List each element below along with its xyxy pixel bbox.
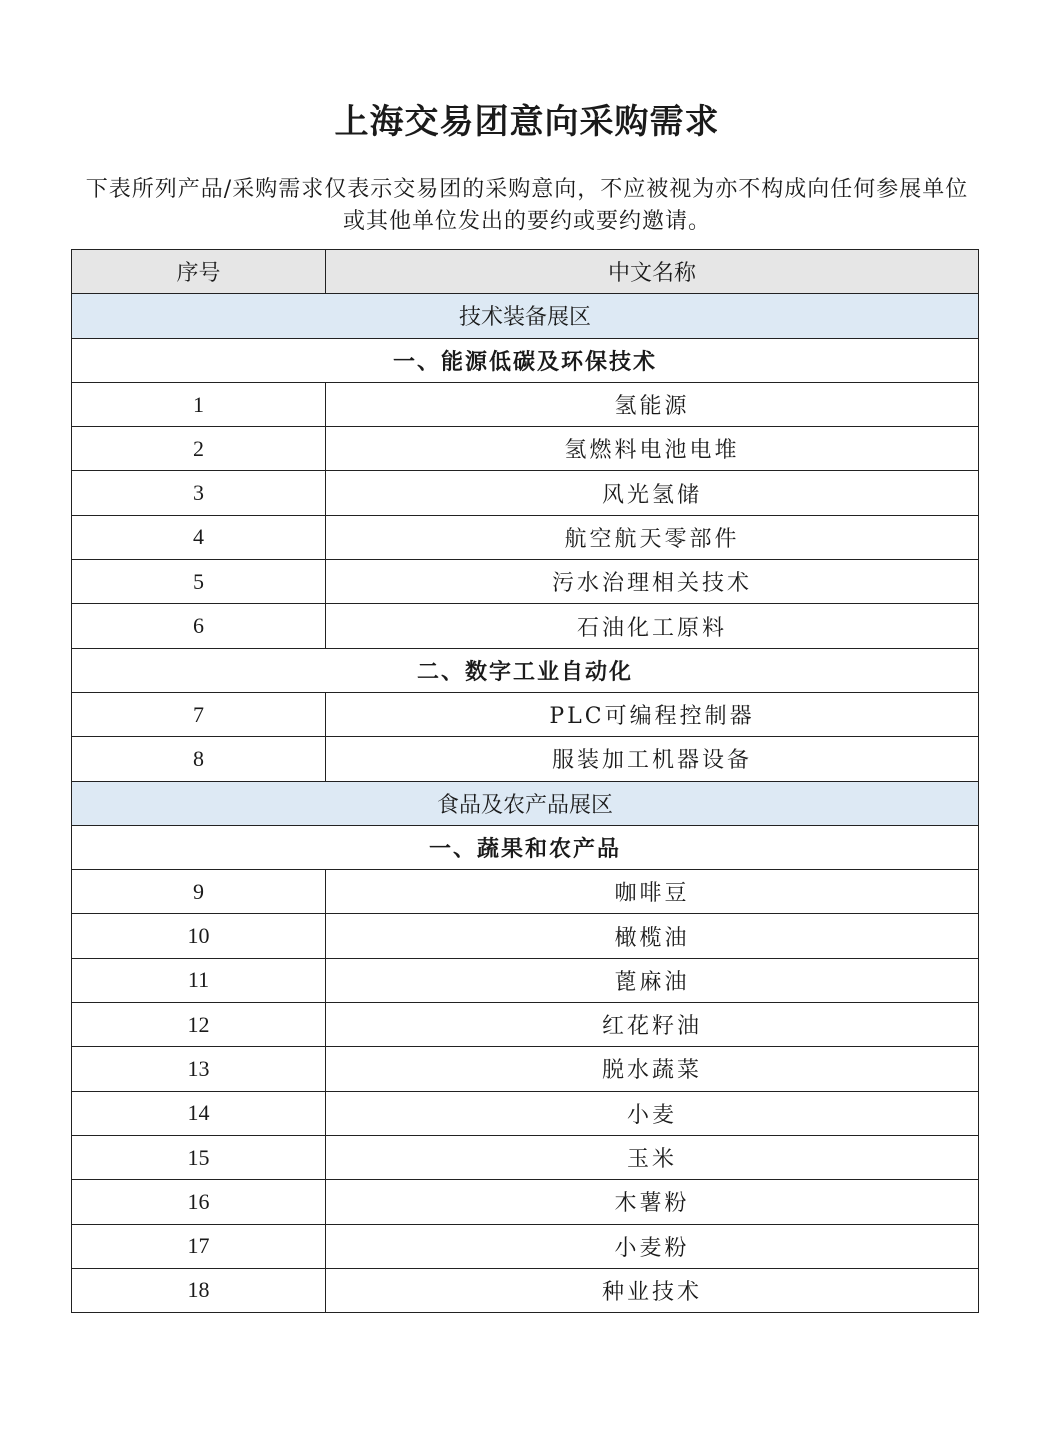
row-number: 14 <box>72 1091 326 1135</box>
table-row <box>72 1268 979 1312</box>
table-row <box>72 870 979 914</box>
row-name: 污水治理相关技术 <box>326 560 979 604</box>
row-number: 4 <box>72 515 326 559</box>
category-label: 一、蔬果和农产品 <box>72 825 979 869</box>
header-number: 序号 <box>72 250 326 294</box>
table-row <box>72 958 979 1002</box>
category-label: 二、数字工业自动化 <box>72 648 979 692</box>
table-row <box>72 737 979 781</box>
row-number: 6 <box>72 604 326 648</box>
category-label: 一、能源低碳及环保技术 <box>72 338 979 382</box>
page-title: 上海交易团意向采购需求 <box>334 102 720 142</box>
zone-label: 食品及农产品展区 <box>72 781 979 825</box>
row-number: 11 <box>72 958 326 1002</box>
category-row-energy <box>72 338 979 382</box>
row-name: 咖啡豆 <box>326 870 979 914</box>
row-name: 玉米 <box>326 1135 979 1179</box>
row-name: 氢燃料电池电堆 <box>326 427 979 471</box>
row-name: 橄榄油 <box>326 914 979 958</box>
intro-paragraph: 下表所列产品/采购需求仅表示交易团的采购意向，不应被视为亦不构成向任何参展单位或其他单位发出的要约或要约邀请。 <box>85 177 969 234</box>
row-number: 10 <box>72 914 326 958</box>
row-number: 17 <box>72 1224 326 1268</box>
row-name: 种业技术 <box>326 1268 979 1312</box>
table-row <box>72 1224 979 1268</box>
zone-row-tech-equipment <box>72 294 979 338</box>
row-name: 小麦粉 <box>326 1224 979 1268</box>
table-row <box>72 604 979 648</box>
row-name: 石油化工原料 <box>326 604 979 648</box>
row-name: 蓖麻油 <box>326 958 979 1002</box>
table-row <box>72 382 979 426</box>
table-header-row <box>72 250 979 294</box>
zone-label: 技术装备展区 <box>72 294 979 338</box>
table-row <box>72 560 979 604</box>
header-name: 中文名称 <box>326 250 979 294</box>
table-row <box>72 1047 979 1091</box>
row-number: 12 <box>72 1003 326 1047</box>
procurement-table <box>71 249 979 1313</box>
table-row <box>72 1180 979 1224</box>
table-row <box>72 1135 979 1179</box>
row-name: 风光氢储 <box>326 471 979 515</box>
row-number: 9 <box>72 870 326 914</box>
category-row-produce <box>72 825 979 869</box>
table-row <box>72 515 979 559</box>
row-name: 服装加工机器设备 <box>326 737 979 781</box>
table-row <box>72 1091 979 1135</box>
table-row <box>72 471 979 515</box>
table-row <box>72 914 979 958</box>
row-number: 16 <box>72 1180 326 1224</box>
row-number: 5 <box>72 560 326 604</box>
row-name: 木薯粉 <box>326 1180 979 1224</box>
row-name: 小麦 <box>326 1091 979 1135</box>
row-name: 氢能源 <box>326 382 979 426</box>
row-name: 脱水蔬菜 <box>326 1047 979 1091</box>
row-name: 红花籽油 <box>326 1003 979 1047</box>
row-number: 13 <box>72 1047 326 1091</box>
row-number: 7 <box>72 692 326 736</box>
zone-row-food-agri <box>72 781 979 825</box>
row-number: 15 <box>72 1135 326 1179</box>
row-number: 3 <box>72 471 326 515</box>
table-row <box>72 427 979 471</box>
row-name: PLC可编程控制器 <box>326 692 979 736</box>
row-number: 2 <box>72 427 326 471</box>
table-row <box>72 692 979 736</box>
row-number: 8 <box>72 737 326 781</box>
category-row-digital-automation <box>72 648 979 692</box>
table-row <box>72 1003 979 1047</box>
row-number: 1 <box>72 382 326 426</box>
row-name: 航空航天零部件 <box>326 515 979 559</box>
row-number: 18 <box>72 1268 326 1312</box>
